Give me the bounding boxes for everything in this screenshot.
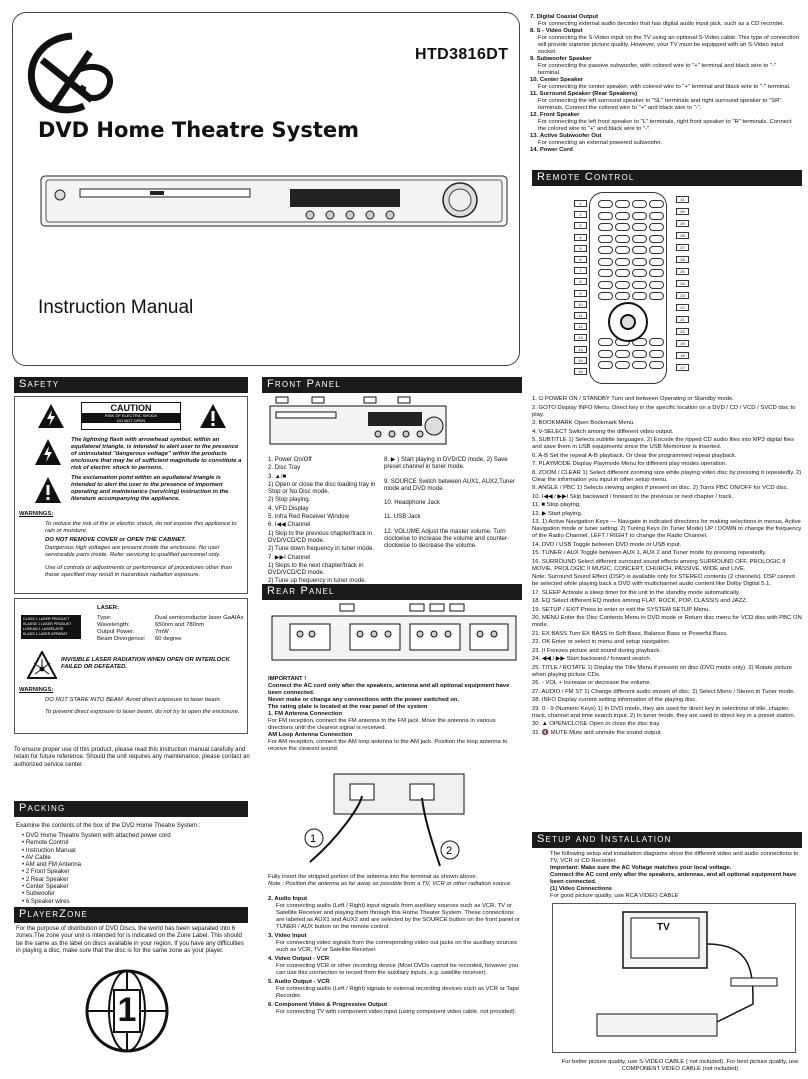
remote-function-item: 1. ⏻ POWER ON / STANDBY Turn unit between Operating or Standby mode. <box>532 396 734 402</box>
remote-key <box>632 269 647 277</box>
remote-key <box>649 281 664 289</box>
rear-item-number: 8. <box>530 28 535 34</box>
packing-item: • Remote Control <box>22 839 242 846</box>
remote-key <box>649 235 664 243</box>
laser-spec-label: Output Power: <box>97 629 135 635</box>
packing-item: • AV Cable <box>22 854 242 861</box>
cover-subtitle: Instruction Manual <box>38 297 194 318</box>
rear-item-text: For connecting the S-Video input on the TV using an optional S-Video cable. This type of connection will provide superior picture quality. However, your TV must be equipped with an S-Video input socket. <box>538 35 799 55</box>
remote-callout-left: 10 <box>574 301 587 308</box>
front-panel-item <box>268 464 380 471</box>
front-panel-list-left <box>268 456 380 586</box>
remote-callout-left: 1 <box>574 200 587 207</box>
remote-callout-left: 12 <box>574 323 587 330</box>
rear-item <box>530 147 800 154</box>
remote-function-item: 9. ANGLE / PBC 1) Selects viewing angles if present on disc. 2) Turns PBC ON/OFF for VCD disc. <box>532 485 789 491</box>
safety-box <box>14 396 248 594</box>
remote-function-list <box>532 396 802 826</box>
front-item-text: 1) Skips to the next chapter/track in DVD/VCD/CD mode. <box>268 561 364 577</box>
front-item-number: 9. <box>384 477 390 485</box>
setup-better-text: For better picture quality, use S-VIDEO CABLE ( not included). For best picture quality, use COMPONENT VIDEO CABLE (not included) <box>561 1059 799 1072</box>
lightning-small-icon <box>33 437 63 467</box>
remote-callout-right: 26 <box>676 256 689 263</box>
remote-callout-left: 11 <box>574 312 587 319</box>
laser-spec-label: Beam Divergence: <box>97 636 146 642</box>
remote-function-item: 27. AUDIO / FM ST 1) Change different audio stream of disc. 2) Select Mono / Stereo in Tuner mode. <box>532 688 796 695</box>
remote-function-item: 12. ▶ Start playing. <box>532 510 583 517</box>
warning-3: Dangerous high voltages are present inside the enclosure. No user serviceable parts inside. Refer servicing to qualified personnel only. <box>45 545 221 558</box>
remote-key <box>649 223 664 231</box>
remote-function-item: Note: Surround Sound Effect (DSP) is available only for STEREO contents (2 channels). DSP cannot be selected while playing back a DVD with multichannel audio content like Dolby Digital 5.1. <box>532 574 796 587</box>
remote-key <box>632 246 647 254</box>
remote-function-item: 30. ▲ OPEN/CLOSE Open or close the disc tray. <box>532 721 661 727</box>
remote-key <box>632 235 647 243</box>
rear-item-number: 7. <box>530 14 535 20</box>
packing-item: • Instruction Manual <box>22 847 242 854</box>
rear-item-title: Subwoofer Speaker <box>536 56 592 62</box>
laser-spec-value: 650nm and 780nm <box>155 622 205 628</box>
rear-item-number: 13. <box>530 133 539 139</box>
laser-spec-values <box>155 615 247 643</box>
laser-class-row: CLASS 1 LASER PRODUCT <box>23 617 70 621</box>
front-item-text: 2) Tune down frequency in tuner mode. <box>268 545 375 553</box>
remote-callout-left: 9 <box>574 290 587 297</box>
rear-item <box>530 77 800 91</box>
remote-key <box>649 361 664 369</box>
remote-callout-left: 13 <box>574 334 587 341</box>
remote-key <box>632 258 647 266</box>
rear-notes: Fully insert the stripped portion of the antenna into the terminal as shown above. Note : Position the antenna as far away as possible from a TV, VCR or other radiation source. <box>268 874 512 887</box>
setup-text: The following setup and installation diagrams show the different video and audio connections to TV, VCR or CD Recorder. Important: Make sure the AC Voltage matches your local voltage. Connect the AC cord only after the speakers, antennas, and all optional equipment have been connected. (1) Video Connections For good picture quality, use RCA VIDEO CABLE <box>550 851 799 899</box>
rear-item-text: For connecting an external powered subwoofer. <box>538 140 663 146</box>
exclamation-small-icon <box>33 475 63 505</box>
cover-title: DVD Home Theatre System <box>38 118 359 142</box>
laser-title: LASER: <box>97 605 119 611</box>
rear-panel-item-text: For connecting video signals from the corresponding video out jacks on the auxiliary sources such as VCR, TV or Satellite Receiver. <box>276 940 517 953</box>
rear-item-text: For connecting the left surround speaker to "SL" terminals and right surround speaker to "SR" terminals. Connect the colored wire to "+" and black wire to "-". <box>538 98 782 111</box>
front-item-number: 2. <box>268 464 274 472</box>
warnings-label: WARNINGS: <box>19 511 54 517</box>
remote-function-item: 28. INFO Display current setting information of the playing disc. <box>532 697 698 703</box>
laser-spec-label: Wavelength: <box>97 622 130 628</box>
remote-key <box>649 338 664 346</box>
svg-text:2: 2 <box>446 845 453 857</box>
front-item-number: 5. <box>268 513 274 521</box>
remote-key <box>615 361 630 369</box>
front-item-number: 6. <box>268 521 274 529</box>
rear-item-title: Active Subwoofer Out <box>539 133 602 139</box>
front-item-text: VFD Display <box>274 504 309 512</box>
front-item-number: 7. <box>268 553 274 561</box>
remote-key <box>615 246 630 254</box>
rear-panel-item-title: 3. Video Input <box>268 933 307 939</box>
front-panel-item <box>384 499 520 506</box>
remote-callout-left: 5 <box>574 245 587 252</box>
front-panel-list-right <box>384 456 520 557</box>
rear-panel-item-text: For connecting TV with component video input (using component video cable, not provided). <box>276 1009 517 1015</box>
remote-callout-right: 25 <box>676 268 689 275</box>
front-item-text: SOURCE Switch between AUX1, AUX2,Tuner mode and DVD mode. <box>384 477 515 492</box>
zone-number: 1 <box>117 991 137 1029</box>
remote-function-item: 14. DVD / USB Toggle between DVD mode or USB input. <box>532 541 682 548</box>
remote-function-item: 10. I◀◀ / ▶▶I Skip backward / forward to the previous or next chapter / track. <box>532 493 734 500</box>
front-item-number: 4. <box>268 504 274 512</box>
laser-spec-value: 60 degree <box>155 636 182 642</box>
setup-header: Setup and Installation <box>532 832 802 848</box>
rear-item-text: For connecting the left front speaker to "L" terminals, right front speaker to "R" terminals. Connect the colored wire to "+" and black wire to "-". <box>538 119 792 132</box>
warnings2-label: WARNINGS: <box>19 687 54 693</box>
remote-key <box>598 258 613 266</box>
remote-key <box>649 246 664 254</box>
remote-callout-right: 21 <box>676 316 689 323</box>
laser-spec-label: Type: <box>97 615 112 621</box>
remote-key <box>632 223 647 231</box>
front-panel-item <box>384 528 520 550</box>
rear-item-title: Digital Coaxial Output <box>536 14 599 20</box>
remote-key <box>615 258 630 266</box>
remote-key <box>615 350 630 358</box>
remote-function-item: 11. ■ Stop playing. <box>532 502 581 508</box>
remote-callout-left: 7 <box>574 267 587 274</box>
remote-function-item: 17. SLEEP Activate a sleep timer for the unit to the standby mode automatically. <box>532 589 741 596</box>
front-panel-item <box>268 456 380 463</box>
remote-callout-right: 17 <box>676 364 689 371</box>
front-item-text: Power On/Off <box>274 456 312 463</box>
warning-4: Use of controls or adjustments or performance of procedures other than those specified may result in hazardous radiation exposure. <box>45 565 232 578</box>
laser-radiation-icon <box>27 651 57 679</box>
remote-control-header: Remote Control <box>532 170 802 186</box>
front-panel-header: Front Panel <box>262 377 522 393</box>
front-item-text: ▶ ) Start playing in DVD/CD mode, 2) Save preset channel in tuner mode. <box>384 456 508 471</box>
rear-item-number: 10. <box>530 77 539 83</box>
remote-callout-left: 3 <box>574 222 587 229</box>
remote-key <box>598 361 613 369</box>
remote-function-item: 31. 🔇 MUTE Mute and unmute the sound output. <box>532 729 663 736</box>
rear-item-number: 9. <box>530 56 535 62</box>
remote-ok-button <box>620 314 636 330</box>
ensure-text: To ensure proper use of this product, please read this instruction manual carefully and retain for future reference. Should the unit requires any maintenance, please contact an authorized service center. <box>14 746 250 768</box>
warning-1: To reduce the risk of fire or electric shock, do not expose this appliance to rain or moisture. <box>45 521 237 534</box>
remote-key <box>632 292 647 300</box>
remote-function-item: 3. BOOKMARK Open Bookmark Menu. <box>532 420 635 426</box>
remote-callout-right: 23 <box>676 292 689 299</box>
remote-key <box>615 235 630 243</box>
rear-item-number: 12. <box>530 112 539 118</box>
remote-callout-right: 24 <box>676 280 689 287</box>
lightning-text: The lightning flash with arrowhead symbol, within an equilateral triangle, is intended to alert user to the presence of uninsulated "dangerous voltage" within the products enclosure that may be of sufficient magnitude to constitute a risk of electric shock to persons. <box>71 437 242 471</box>
rear-panel-item-title: 6. Component Video & Progressive Output <box>268 1002 388 1008</box>
rear-panel-items <box>268 896 520 1018</box>
front-panel-item <box>268 521 380 528</box>
rear-item-number: 14. <box>530 147 539 153</box>
remote-callout-right: 18 <box>676 352 689 359</box>
remote-key <box>598 338 613 346</box>
front-item-text: ▶▶I Channel <box>274 553 311 561</box>
front-item-text: Infra Red Receiver Window <box>274 513 349 521</box>
remote-function-item: 25. TITLE / ROTATE 1) Display the Title Menu if present on disc (DVD mode only). 2) Rotate picture when playing picture CDs. <box>532 664 792 678</box>
front-item-number: 1. <box>268 456 274 463</box>
rear-panel-item-title: 4. Video Output - VCR <box>268 956 330 962</box>
packing-item: • DVD Home Theatre System with attached power cord <box>22 832 242 839</box>
laser-class-row: LUOKAN 1 LASERLAITE <box>23 627 64 631</box>
remote-key <box>598 350 613 358</box>
front-panel-diagram <box>268 396 520 448</box>
remote-key <box>598 269 613 277</box>
playerzone-text: For the purpose of distribution of DVD Discs, the world has been separated into 6 zones.The zone your unit is intended for is indicated on the Zone Label. This should be the same as the label on discs available in your region. If you have any difficulties in playing a disc, make sure that the disc is for the same zone as your player. <box>16 925 244 954</box>
remote-key <box>598 212 613 220</box>
rear-item-title: Center Speaker <box>539 77 584 83</box>
remote-key <box>615 200 630 208</box>
front-panel-item <box>268 545 380 552</box>
remote-key <box>632 350 647 358</box>
remote-key <box>649 258 664 266</box>
remote-key <box>598 246 613 254</box>
remote-function-item: 13. 1) Active Navigation Keys — Navigate in indicated directions for making selections in menus, Active Navigation mode or tuner setting. 2) Tuning Keys (In Tuner Mode) UP / DOWN to change the frequency of the Radio Channel. LEFT / RIGHT to change the Radio Channel. <box>532 519 802 539</box>
remote-callout-right: 31 <box>676 196 689 203</box>
remote-key <box>632 200 647 208</box>
front-item-text: VOLUME Adjust the master volume. Turn clockwise to increase the volume and counter-clockwise to decrease the volume. <box>384 527 509 550</box>
remote-key <box>649 292 664 300</box>
front-item-text: 1) Open or close the disc loading tray in Stop or No Disc mode. <box>268 480 376 496</box>
front-item-text: USB Jack <box>393 513 421 521</box>
tv-dvd-illustration <box>553 904 795 1052</box>
remote-key <box>598 223 613 231</box>
packing-header: Packing <box>14 801 248 817</box>
front-panel-item <box>268 496 380 503</box>
remote-function-item: 15. TUNER / AUX Toggle between AUX 1, AUX 2 and Tuner mode by pressing repeatedly. <box>532 550 767 556</box>
remote-function-item: 8. ZOOM / CLEAR 1) Select different zooming size while playing video disc by pressing it repeatedly. 2) Clear the information you input in other setup menu. <box>532 469 802 483</box>
front-item-text: Headphone Jack <box>394 499 440 507</box>
remote-callout-right: 29 <box>676 220 689 227</box>
remote-function-item: 23. II Freezes picture and sound during playback. <box>532 647 662 654</box>
packing-item: • 6 Speaker wires <box>22 898 242 905</box>
remote-function-item: 21. EX BASS Turn EX BASS to Soft Bass, Balance Bass or Powerful Bass. <box>532 630 728 637</box>
rear-panel-item-title: 5. Audio Output - VCR <box>268 979 330 985</box>
remote-key <box>632 281 647 289</box>
rear-item-text: For connecting external audio decoder that has digital audio input jack, such as a CD recorder. <box>538 21 785 27</box>
remote-callout-right: 30 <box>676 208 689 215</box>
front-panel-item <box>268 554 380 561</box>
remote-function-item: 22. OK Enter or select in menu and setup navigation. <box>532 639 671 645</box>
remote-key <box>598 235 613 243</box>
remote-callout-right: 28 <box>676 232 689 239</box>
remote-callout-right: 20 <box>676 328 689 335</box>
front-item-number: 8. <box>384 456 390 463</box>
remote-callout-left: 16 <box>574 368 587 375</box>
rear-item <box>530 112 800 133</box>
playerzone-header: PlayerZone <box>14 907 248 923</box>
remote-function-item: 24. ◀◀ / ▶▶ Start backward / forward search. <box>532 656 652 662</box>
remote-key <box>615 212 630 220</box>
remote-key <box>598 292 613 300</box>
rear-panel-item-title: 2. Audio Input <box>268 896 308 902</box>
remote-function-item: 4. V-SELECT Switch among the different video output. <box>532 428 674 435</box>
front-panel-item <box>268 530 380 545</box>
remote-key <box>615 281 630 289</box>
exclaim-text: The exclamation point within an equilateral triangle is intended to alert the user to the presence of important operating and maintenance (servicing) instruction in the literature accompanying the appliance. <box>71 475 229 502</box>
front-panel-item <box>268 473 380 480</box>
laser-box <box>14 598 248 734</box>
remote-callout-left: 2 <box>574 211 587 218</box>
rear-item <box>530 133 800 147</box>
rear-item-text: For connecting the passive subwoofer, with colored wire to "+" terminal and black wire to "-" terminal. <box>538 63 777 76</box>
front-panel-item <box>268 505 380 512</box>
rear-item <box>530 28 800 56</box>
safety-header: Safety <box>14 377 248 393</box>
laser-spec-labels <box>97 615 153 643</box>
rear-item-title: Surround Speaker (Rear Speakers) <box>539 91 638 97</box>
front-panel-item <box>268 481 380 496</box>
front-item-text: I◀◀ Channel <box>274 521 311 529</box>
dvd-unit-illustration <box>40 175 508 227</box>
remote-key <box>649 200 664 208</box>
invisible-radiation-text: INVISIBLE LASER RADIATION WHEN OPEN OR INTERLOCK FAILED OR DEFEATED. <box>61 657 230 670</box>
exclamation-warning-icon <box>199 403 227 429</box>
remote-function-item: 26. - VOL + Increase or decrease the volume. <box>532 680 652 686</box>
remote-key <box>615 223 630 231</box>
rear-panel-item-text: For connecting audio (Left / Right) signals to external recording devices such as VCR or Tape Recorder. <box>276 986 520 999</box>
rear-panel-list-continued <box>530 14 800 164</box>
packing-intro: Examine the contents of the box of the DVD Home Theatre System : <box>16 822 201 829</box>
video-connection-diagram <box>552 903 796 1053</box>
packing-item: • 2 Front Speaker <box>22 868 242 875</box>
remote-function-item: 19. SETUP / EXIT Press to enter or exit the SYSTEM SETUP Menu. <box>532 606 711 613</box>
remote-key <box>598 281 613 289</box>
remote-callout-right: 19 <box>676 340 689 347</box>
packing-item: • AM and FM Antenna <box>22 861 242 868</box>
laser-class-label <box>21 615 81 639</box>
remote-key <box>649 269 664 277</box>
front-item-text: Disc Tray <box>274 464 301 472</box>
rear-item-title: S - Video Output <box>536 28 583 34</box>
rear-panel-item-text: For connecting audio (Left / Right) input signals from auxiliary sources such as VCR, TV or Satellite Receiver and playing them through this Home Theater System. These connections are labeled as AUX1 and AUX2 and are selected by the SOURCE button on the front panel or TUNER / AUX button on the remote control. <box>276 903 520 930</box>
model-number: HTD3816DT <box>415 46 509 63</box>
warning-5: DO NOT STARE INTO BEAM. Avoid direct exposure to laser beam. <box>45 697 222 703</box>
remote-callout-left: 6 <box>574 256 587 263</box>
front-panel-item <box>384 513 520 520</box>
packing-item: • Subwoofer <box>22 890 242 897</box>
remote-function-item: 7. PLAYMODE Display Playmode Menu for different play modes operation. <box>532 461 727 467</box>
rear-important: IMPORTANT ! Connect the AC cord only after the speakers, antenna and all optional equipment have been connected. Never make or change any connections with the power switched on. The rating plate is located at the rear panel of the system 1. FM Antenna Connection For FM reception, connect the FM antenna to the FM jack. Move the antenna in various directions until the clearest signal is received. AM Loop Antenna Connection For AM reception, connect the AM loop antenna to the AM jack. Position the loop antenna to receive the clearest sound. <box>268 676 510 752</box>
rear-panel-diagram <box>270 602 520 668</box>
laser-class-row: KLASS 1 LASER APPARAT <box>23 632 68 636</box>
rear-item-title: Power Cord <box>539 147 573 153</box>
front-item-number: 10. <box>384 499 393 507</box>
rear-panel-item-text: For connecting VCR or other recording device (Most DVDs cannot be recorded, however you can use this connection to record from the auxiliary inputs, e.g. satellite receiver). <box>276 963 519 976</box>
remote-callout-left: 14 <box>574 346 587 353</box>
remote-function-item: 16. SURROUND Select different surround sound effects among SURROUND OFF, PROLOGIC II MOVIE, PROLOGIC II MUSIC, CONCERT, CHURCH, PASSIVE, WIDE and LIVE. <box>532 558 786 572</box>
laser-class-row: KLASSE 1 LASER PRODUKT <box>23 622 72 626</box>
remote-key <box>615 292 630 300</box>
remote-callout-left: 15 <box>574 357 587 364</box>
packing-list <box>22 832 242 905</box>
antenna-connection-illustration <box>300 766 490 870</box>
remote-function-item: 5. SUBTITLE 1) Selects subtitle languages. 2) Encode the ripped CD audio files into MP3 digital files and save them in USB equipments since the USB Memorizer is inserted. <box>532 437 794 450</box>
front-item-text: 2) Stop playing. <box>268 496 311 504</box>
remote-callout-right: 27 <box>676 244 689 251</box>
remote-key <box>632 212 647 220</box>
caution-label: CAUTION RISK OF ELECTRIC SHOCK DO NOT OPEN <box>81 402 181 430</box>
packing-item: • 2 Rear Speaker <box>22 876 242 883</box>
remote-function-item: 18. EQ Select different EQ modes among FLAT, ROCK, POP, CLASSIS and JAZZ. <box>532 598 748 604</box>
remote-key <box>632 361 647 369</box>
laser-spec-value: Dual semiconductor laser GaAIAs <box>155 615 244 621</box>
tv-label: TV <box>657 922 670 933</box>
remote-function-item: 29. 0 - 9 (Numeric Keys) 1) In DVD mode, they are used for direct key in selections of title, chapter, track, channel and time search input. 2) In tuner mode, they are used to direct key in a preset station. <box>532 705 796 719</box>
laser-spec-value: 7mW <box>155 629 169 635</box>
packing-item: • Center Speaker <box>22 883 242 890</box>
front-item-text: ▲/■ <box>274 472 287 480</box>
front-item-text: 2) Tune up frequency in tuner mode. <box>268 577 367 585</box>
remote-key <box>615 269 630 277</box>
front-panel-item <box>268 562 380 577</box>
rear-item-title: Front Speaker <box>539 112 580 118</box>
remote-function-item: 20. MENU Enter the Disc Contents Menu in DVD mode or Return disc menu for VCD disc with PBC ON mode. <box>532 615 802 628</box>
remote-key <box>649 212 664 220</box>
rear-item <box>530 56 800 77</box>
rear-item <box>530 91 800 112</box>
warning-2: DO NOT REMOVE COVER or OPEN THE CABINET. <box>45 537 186 543</box>
remote-key <box>649 350 664 358</box>
front-item-number: 12. <box>384 527 393 535</box>
rear-item-number: 11. <box>530 91 538 97</box>
remote-callout-left: 4 <box>574 234 587 241</box>
warning-6: To prevent direct exposure to laser beam, do not try to open the enclosure. <box>45 709 240 715</box>
rear-panel-header: Rear Panel <box>262 584 522 600</box>
front-panel-item <box>384 478 520 493</box>
remote-callout-right: 22 <box>676 304 689 311</box>
remote-function-item: 6. A-B Set the repeat A-B playback. Or clear the programmed repeat playback. <box>532 452 737 459</box>
front-panel-item <box>268 513 380 520</box>
remote-function-item: 2. GOTO Display INFO Menu. Direct key in the specific location on a DVD / CD / VCD / SVCD disc to play. <box>532 404 796 418</box>
rear-item <box>530 14 800 28</box>
remote-callout-left: 8 <box>574 278 587 285</box>
front-panel-item <box>384 456 520 471</box>
front-panel-item <box>268 577 380 584</box>
front-item-text: 1) Skip to the previous chapter/track in DVD/VCD/CD mode. <box>268 529 372 544</box>
rear-item-text: For connecting the center speaker, with colored wire to "+" terminal and black wire to "-" terminal. <box>538 84 791 90</box>
svg-text:1: 1 <box>310 833 317 845</box>
front-item-number: 3. <box>268 472 274 480</box>
front-item-number: 11. <box>384 513 393 521</box>
brand-logo-icon <box>22 30 122 118</box>
remote-key <box>598 200 613 208</box>
lightning-warning-icon <box>37 403 65 429</box>
